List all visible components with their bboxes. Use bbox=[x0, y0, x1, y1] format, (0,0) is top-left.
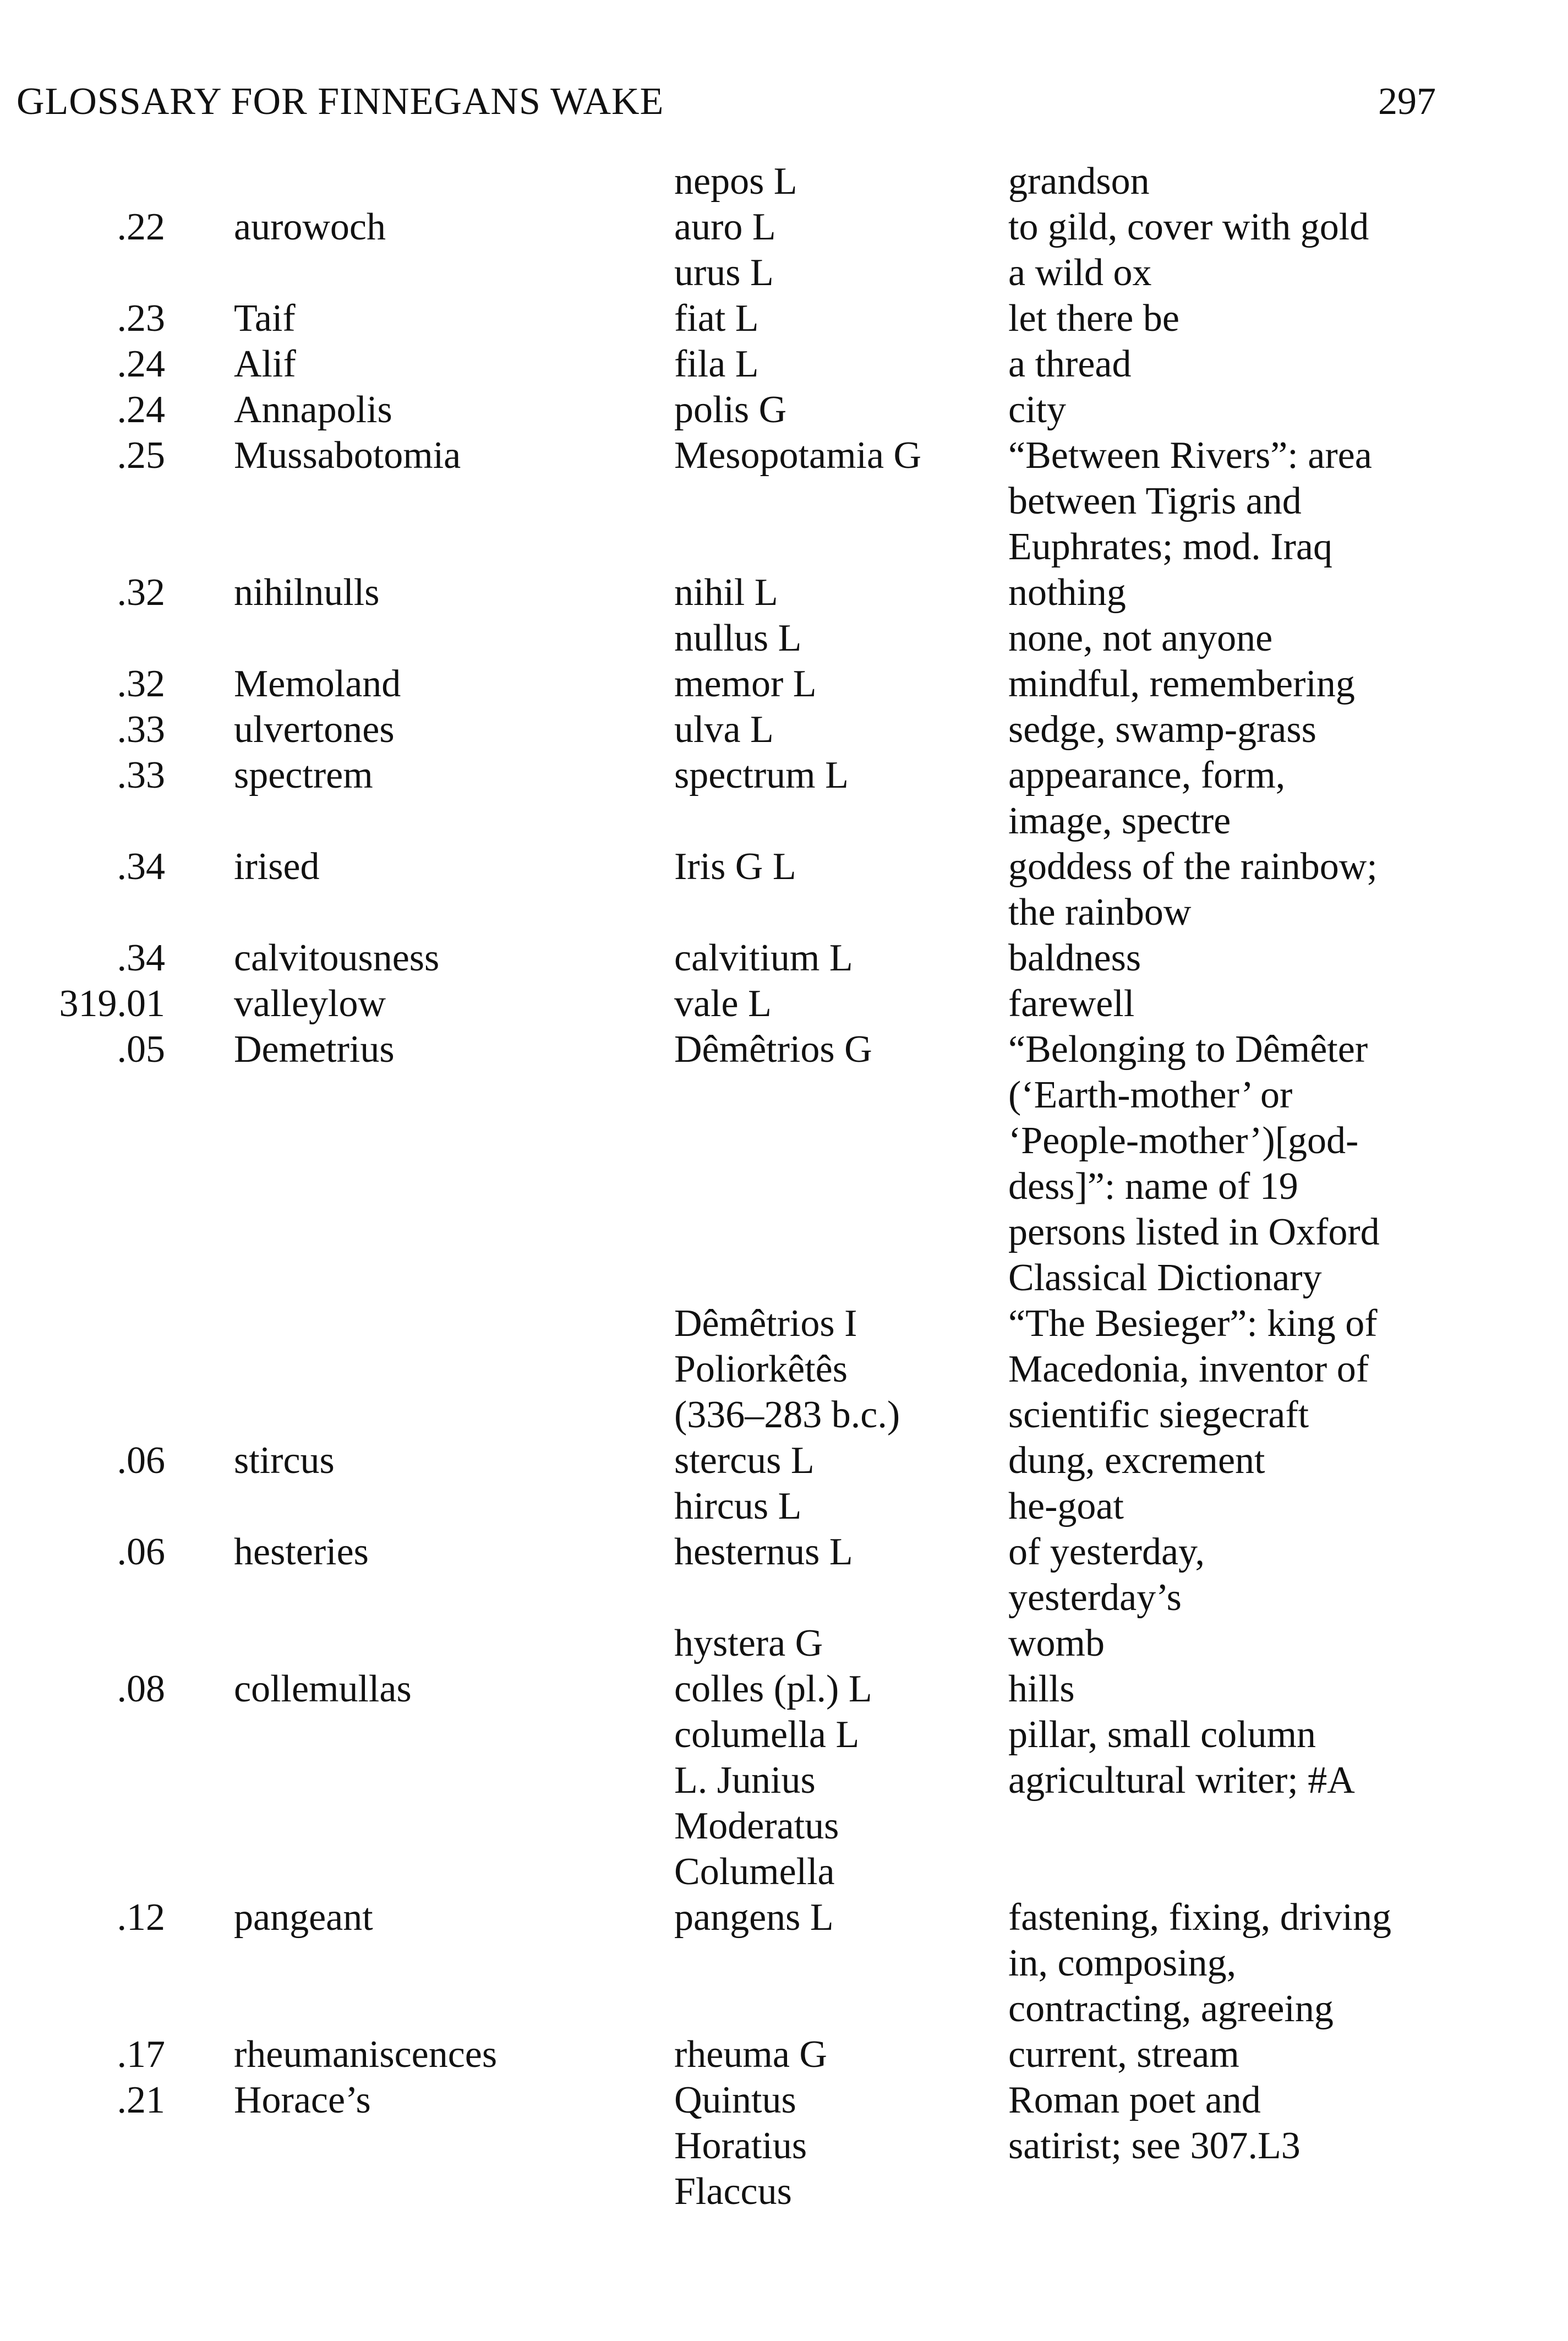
glossary-entry bbox=[0, 387, 1568, 433]
definition bbox=[1008, 250, 1559, 296]
line-reference-line: .05 bbox=[117, 1028, 165, 1071]
source-word bbox=[674, 615, 993, 661]
glossary-entry bbox=[0, 1620, 1568, 1666]
glossary-word bbox=[234, 981, 652, 1027]
source-word-line: Flaccus bbox=[674, 2170, 792, 2213]
definition-line: fastening, fixing, driving bbox=[1008, 1896, 1392, 1939]
line-reference-line: .25 bbox=[117, 434, 165, 477]
source-word bbox=[674, 159, 993, 204]
definition-line: mindful, remembering bbox=[1008, 663, 1355, 705]
definition-line: of yesterday, bbox=[1008, 1531, 1205, 1573]
source-word bbox=[674, 752, 993, 798]
source-word bbox=[674, 707, 993, 752]
glossary-word bbox=[234, 1666, 652, 1712]
line-reference-line: .32 bbox=[117, 571, 165, 614]
glossary-word-line: hesteries bbox=[234, 1531, 369, 1573]
definition-line: none, not anyone bbox=[1008, 617, 1273, 659]
definition-line: hills bbox=[1008, 1668, 1075, 1710]
definition bbox=[1008, 570, 1559, 615]
source-word bbox=[674, 1483, 993, 1529]
definition bbox=[1008, 2077, 1559, 2169]
glossary-entry bbox=[0, 2032, 1568, 2077]
definition-line: image, spectre bbox=[1008, 800, 1231, 842]
glossary-entry bbox=[0, 1895, 1568, 2032]
source-word bbox=[674, 433, 993, 478]
glossary-word bbox=[234, 2032, 652, 2077]
definition-line: Roman poet and bbox=[1008, 2079, 1261, 2121]
line-reference bbox=[0, 1895, 165, 1940]
line-reference bbox=[0, 1666, 165, 1712]
glossary-word-line: nihilnulls bbox=[234, 571, 380, 614]
definition-line: appearance, form, bbox=[1008, 754, 1286, 796]
definition bbox=[1008, 1712, 1559, 1758]
glossary-word bbox=[234, 1895, 652, 1940]
glossary-entry bbox=[0, 707, 1568, 752]
line-reference-line: .33 bbox=[117, 754, 165, 796]
definition-line: “Belonging to Dêmêter bbox=[1008, 1028, 1368, 1071]
definition bbox=[1008, 844, 1559, 935]
definition bbox=[1008, 1483, 1559, 1529]
source-word-line: nullus L bbox=[674, 617, 802, 659]
definition-line: (‘Earth-mother’ or bbox=[1008, 1074, 1293, 1116]
source-word-line: Moderatus bbox=[674, 1805, 839, 1847]
source-word bbox=[674, 1301, 993, 1438]
definition-line: scientific siegecraft bbox=[1008, 1394, 1309, 1436]
source-word-line: hystera G bbox=[674, 1622, 823, 1665]
glossary-table bbox=[0, 159, 1568, 2214]
source-word-line: nihil L bbox=[674, 571, 778, 614]
glossary-entry bbox=[0, 2077, 1568, 2214]
glossary-word-line: spectrem bbox=[234, 754, 373, 796]
glossary-word bbox=[234, 1438, 652, 1483]
definition-line: let there be bbox=[1008, 297, 1179, 340]
source-word bbox=[674, 1895, 993, 1940]
source-word-line: Columella bbox=[674, 1851, 835, 1893]
source-word bbox=[674, 296, 993, 341]
glossary-word-line: aurowoch bbox=[234, 206, 386, 248]
line-reference bbox=[0, 752, 165, 798]
definition-line: he-goat bbox=[1008, 1485, 1124, 1527]
line-reference bbox=[0, 570, 165, 615]
line-reference bbox=[0, 707, 165, 752]
glossary-word-line: Alif bbox=[234, 343, 296, 385]
glossary-word-line: collemullas bbox=[234, 1668, 412, 1710]
source-word bbox=[674, 1758, 993, 1895]
glossary-entry bbox=[0, 570, 1568, 615]
definition-line: in, composing, bbox=[1008, 1942, 1237, 1984]
definition bbox=[1008, 935, 1559, 981]
glossary-entry bbox=[0, 935, 1568, 981]
source-word-line: urus L bbox=[674, 252, 774, 294]
definition-line: city bbox=[1008, 389, 1066, 431]
glossary-entry bbox=[0, 661, 1568, 707]
line-reference-line: 319.01 bbox=[59, 983, 165, 1025]
definition bbox=[1008, 752, 1559, 844]
line-reference-line: .06 bbox=[117, 1531, 165, 1573]
glossary-word bbox=[234, 387, 652, 433]
glossary-entry bbox=[0, 1438, 1568, 1483]
source-word-line: Horatius bbox=[674, 2125, 807, 2167]
line-reference-line: .12 bbox=[117, 1896, 165, 1939]
glossary-word-line: ulvertones bbox=[234, 708, 395, 751]
glossary-entry bbox=[0, 159, 1568, 204]
definition bbox=[1008, 1620, 1559, 1666]
glossary-entry bbox=[0, 615, 1568, 661]
glossary-entry bbox=[0, 1027, 1568, 1301]
source-word-line: fiat L bbox=[674, 297, 759, 340]
source-word-line: Dêmêtrios I bbox=[674, 1302, 857, 1345]
source-word bbox=[674, 250, 993, 296]
source-word bbox=[674, 570, 993, 615]
definition bbox=[1008, 981, 1559, 1027]
line-reference-line: .24 bbox=[117, 343, 165, 385]
definition bbox=[1008, 1438, 1559, 1483]
source-word bbox=[674, 2032, 993, 2077]
source-word-line: Dêmêtrios G bbox=[674, 1028, 872, 1071]
source-word bbox=[674, 935, 993, 981]
source-word-line: hesternus L bbox=[674, 1531, 853, 1573]
source-word-line: Poliorkêtês bbox=[674, 1348, 848, 1390]
line-reference-line: .34 bbox=[117, 845, 165, 888]
source-word-line: Quintus bbox=[674, 2079, 796, 2121]
source-word-line: Mesopotamia G bbox=[674, 434, 922, 477]
source-word-line: columella L bbox=[674, 1714, 860, 1756]
line-reference bbox=[0, 296, 165, 341]
source-word-line: fila L bbox=[674, 343, 759, 385]
source-word-line: Iris G L bbox=[674, 845, 796, 888]
glossary-entry bbox=[0, 1758, 1568, 1895]
glossary-word-line: stircus bbox=[234, 1439, 335, 1482]
source-word-line: hircus L bbox=[674, 1485, 802, 1527]
glossary-word bbox=[234, 707, 652, 752]
source-word-line: rheuma G bbox=[674, 2033, 827, 2076]
glossary-word bbox=[234, 296, 652, 341]
definition-line: pillar, small column bbox=[1008, 1714, 1316, 1756]
source-word-line: calvitium L bbox=[674, 937, 853, 979]
source-word bbox=[674, 2077, 993, 2214]
definition-line: agricultural writer; #A bbox=[1008, 1759, 1355, 1802]
definition bbox=[1008, 1529, 1559, 1620]
glossary-word-line: Annapolis bbox=[234, 389, 392, 431]
source-word bbox=[674, 1666, 993, 1712]
line-reference-line: .22 bbox=[117, 206, 165, 248]
line-reference bbox=[0, 204, 165, 250]
source-word-line: L. Junius bbox=[674, 1759, 816, 1802]
definition-line: Euphrates; mod. Iraq bbox=[1008, 526, 1332, 568]
definition bbox=[1008, 159, 1559, 204]
line-reference-line: .32 bbox=[117, 663, 165, 705]
source-word bbox=[674, 981, 993, 1027]
definition-line: a thread bbox=[1008, 343, 1132, 385]
glossary-word bbox=[234, 341, 652, 387]
definition bbox=[1008, 1895, 1559, 2032]
glossary-entry bbox=[0, 296, 1568, 341]
definition-line: satirist; see 307.L3 bbox=[1008, 2125, 1301, 2167]
definition bbox=[1008, 661, 1559, 707]
source-word bbox=[674, 1620, 993, 1666]
line-reference bbox=[0, 1529, 165, 1575]
definition bbox=[1008, 204, 1559, 250]
definition bbox=[1008, 707, 1559, 752]
definition bbox=[1008, 615, 1559, 661]
definition-line: sedge, swamp-grass bbox=[1008, 708, 1316, 751]
source-word bbox=[674, 341, 993, 387]
line-reference bbox=[0, 661, 165, 707]
glossary-word-line: Mussabotomia bbox=[234, 434, 461, 477]
glossary-word-line: irised bbox=[234, 845, 320, 888]
source-word-line: ulva L bbox=[674, 708, 774, 751]
definition-line: contracting, agreeing bbox=[1008, 1988, 1334, 2030]
definition-line: grandson bbox=[1008, 160, 1150, 203]
definition-line: current, stream bbox=[1008, 2033, 1239, 2076]
glossary-word bbox=[234, 2077, 652, 2123]
glossary-word bbox=[234, 1529, 652, 1575]
definition-line: a wild ox bbox=[1008, 252, 1152, 294]
line-reference bbox=[0, 935, 165, 981]
source-word bbox=[674, 661, 993, 707]
glossary-word bbox=[234, 935, 652, 981]
definition bbox=[1008, 1027, 1559, 1301]
definition-line: goddess of the rainbow; bbox=[1008, 845, 1378, 888]
source-word-line: spectrum L bbox=[674, 754, 849, 796]
line-reference bbox=[0, 981, 165, 1027]
definition bbox=[1008, 296, 1559, 341]
definition-line: dung, excrement bbox=[1008, 1439, 1265, 1482]
source-word-line: memor L bbox=[674, 663, 817, 705]
source-word-line: vale L bbox=[674, 983, 772, 1025]
definition-line: womb bbox=[1008, 1622, 1105, 1665]
source-word-line: stercus L bbox=[674, 1439, 815, 1482]
glossary-entry bbox=[0, 433, 1568, 570]
source-word bbox=[674, 1027, 993, 1072]
definition-line: “The Besieger”: king of bbox=[1008, 1302, 1378, 1345]
glossary-word-line: rheumaniscences bbox=[234, 2033, 498, 2076]
line-reference-line: .24 bbox=[117, 389, 165, 431]
line-reference-line: .21 bbox=[117, 2079, 165, 2121]
glossary-word-line: Taif bbox=[234, 297, 296, 340]
definition bbox=[1008, 341, 1559, 387]
glossary-entry bbox=[0, 844, 1568, 935]
source-word bbox=[674, 1712, 993, 1758]
definition-line: persons listed in Oxford bbox=[1008, 1211, 1380, 1253]
glossary-entry bbox=[0, 1529, 1568, 1620]
definition bbox=[1008, 1758, 1559, 1803]
glossary-word-line: Demetrius bbox=[234, 1028, 395, 1071]
glossary-word-line: Horace’s bbox=[234, 2079, 371, 2121]
source-word-line: polis G bbox=[674, 389, 787, 431]
line-reference bbox=[0, 341, 165, 387]
definition-line: nothing bbox=[1008, 571, 1126, 614]
definition-line: baldness bbox=[1008, 937, 1141, 979]
glossary-word bbox=[234, 570, 652, 615]
page-number: 297 bbox=[1378, 80, 1436, 123]
glossary-entry bbox=[0, 250, 1568, 296]
definition-line: between Tigris and bbox=[1008, 480, 1302, 522]
definition-line: farewell bbox=[1008, 983, 1135, 1025]
glossary-entry bbox=[0, 1666, 1568, 1712]
definition-line: Macedonia, inventor of bbox=[1008, 1348, 1369, 1390]
definition bbox=[1008, 433, 1559, 570]
definition-line: “Between Rivers”: area bbox=[1008, 434, 1372, 477]
definition bbox=[1008, 2032, 1559, 2077]
definition-line: dess]”: name of 19 bbox=[1008, 1165, 1298, 1208]
line-reference bbox=[0, 2077, 165, 2123]
definition-line: the rainbow bbox=[1008, 891, 1192, 934]
running-header bbox=[0, 77, 1568, 127]
glossary-entry bbox=[0, 204, 1568, 250]
glossary-word bbox=[234, 204, 652, 250]
definition-line: ‘People-mother’)[god- bbox=[1008, 1120, 1359, 1162]
source-word-line: (336–283 b.c.) bbox=[674, 1394, 900, 1436]
definition bbox=[1008, 1301, 1559, 1438]
glossary-entry bbox=[0, 1712, 1568, 1758]
source-word bbox=[674, 387, 993, 433]
line-reference bbox=[0, 2032, 165, 2077]
glossary-entry bbox=[0, 752, 1568, 844]
source-word-line: colles (pl.) L bbox=[674, 1668, 872, 1710]
line-reference-line: .17 bbox=[117, 2033, 165, 2076]
line-reference bbox=[0, 433, 165, 478]
glossary-word-line: valleylow bbox=[234, 983, 386, 1025]
glossary-word bbox=[234, 752, 652, 798]
glossary-word-line: Memoland bbox=[234, 663, 401, 705]
line-reference-line: .08 bbox=[117, 1668, 165, 1710]
definition-line: yesterday’s bbox=[1008, 1576, 1182, 1619]
definition bbox=[1008, 1666, 1559, 1712]
running-title: GLOSSARY FOR FINNEGANS WAKE bbox=[17, 80, 664, 123]
line-reference bbox=[0, 1027, 165, 1072]
source-word bbox=[674, 1438, 993, 1483]
glossary-entry bbox=[0, 1301, 1568, 1438]
definition bbox=[1008, 387, 1559, 433]
source-word-line: auro L bbox=[674, 206, 776, 248]
line-reference bbox=[0, 1438, 165, 1483]
glossary-entry bbox=[0, 1483, 1568, 1529]
glossary-word-line: pangeant bbox=[234, 1896, 373, 1939]
line-reference-line: .23 bbox=[117, 297, 165, 340]
source-word bbox=[674, 844, 993, 890]
line-reference-line: .06 bbox=[117, 1439, 165, 1482]
glossary-word-line: calvitousness bbox=[234, 937, 440, 979]
glossary-word bbox=[234, 433, 652, 478]
glossary-entry bbox=[0, 341, 1568, 387]
source-word-line: nepos L bbox=[674, 160, 797, 203]
glossary-word bbox=[234, 1027, 652, 1072]
glossary-word bbox=[234, 661, 652, 707]
line-reference-line: .34 bbox=[117, 937, 165, 979]
line-reference-line: .33 bbox=[117, 708, 165, 751]
glossary-entry bbox=[0, 981, 1568, 1027]
line-reference bbox=[0, 387, 165, 433]
definition-line: to gild, cover with gold bbox=[1008, 206, 1369, 248]
source-word bbox=[674, 1529, 993, 1575]
source-word bbox=[674, 204, 993, 250]
glossary-word bbox=[234, 844, 652, 890]
line-reference bbox=[0, 844, 165, 890]
definition-line: Classical Dictionary bbox=[1008, 1257, 1322, 1299]
source-word-line: pangens L bbox=[674, 1896, 834, 1939]
